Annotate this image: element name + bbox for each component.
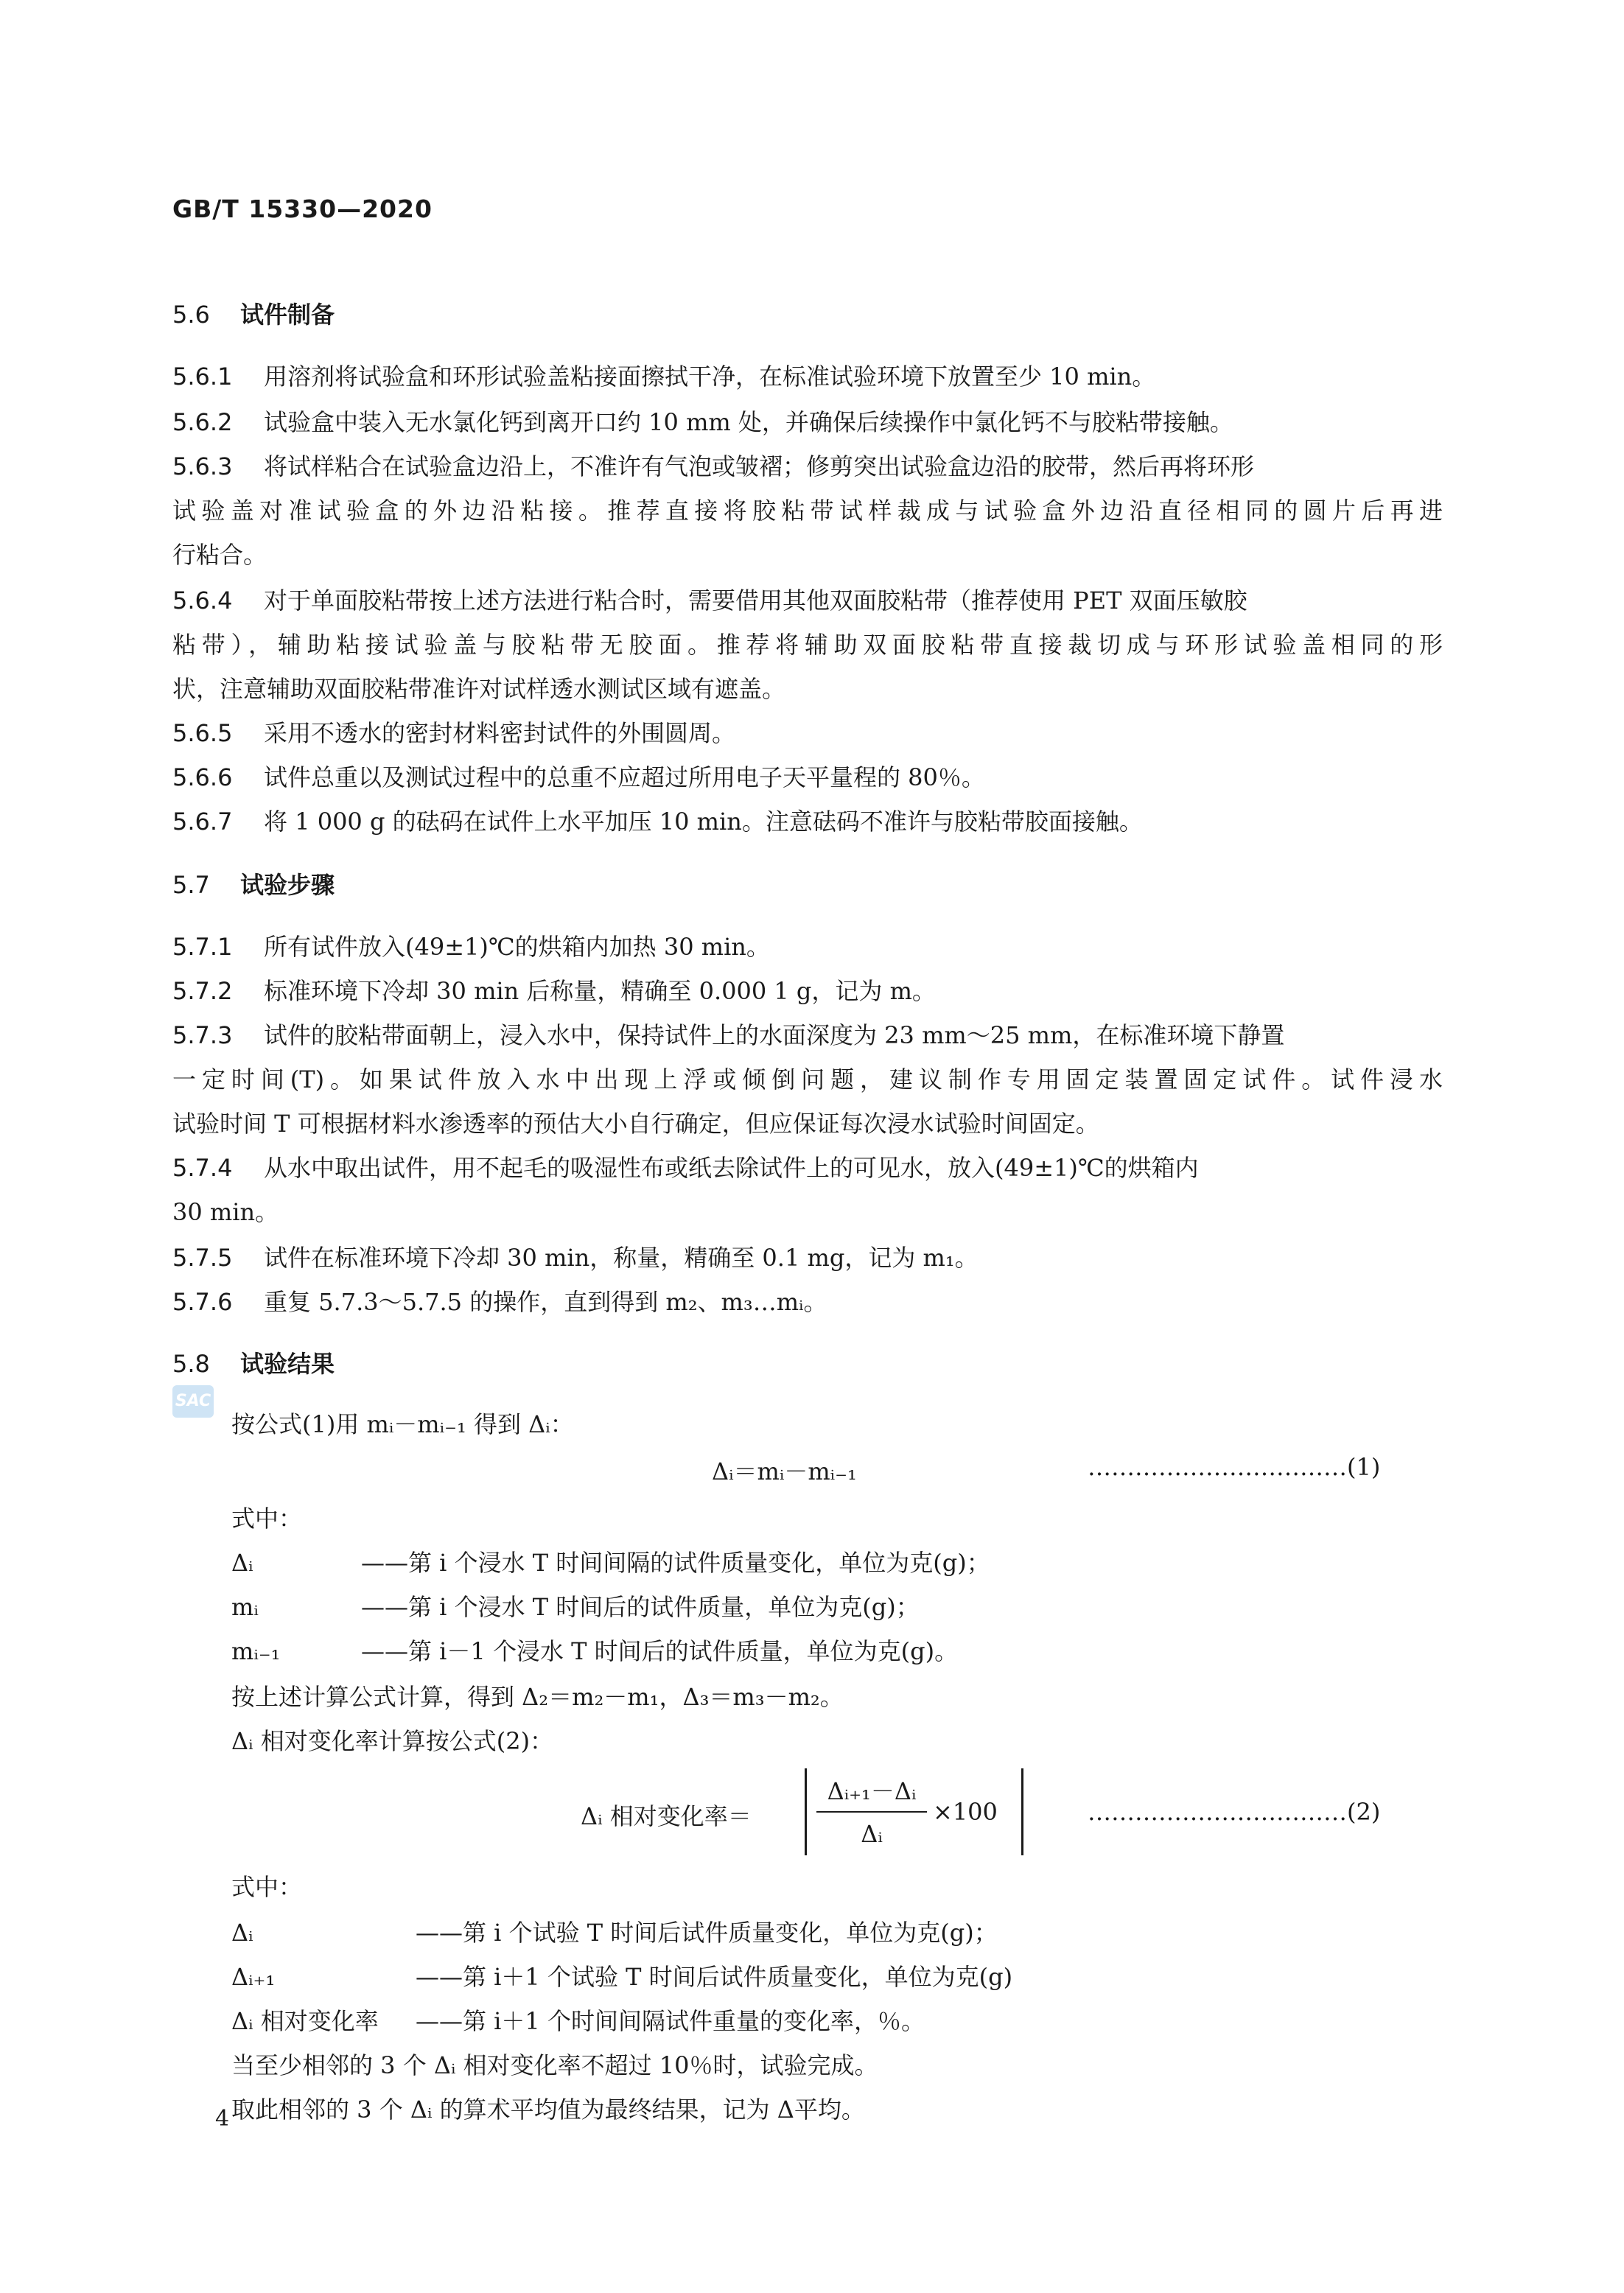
definition-row — [231, 2003, 925, 2037]
section-heading-5-6 — [172, 296, 335, 330]
clause-text-line: 从水中取出试件，用不起毛的吸湿性布或纸去除试件上的可见水，放入(49±1)℃的烘箱内 — [264, 1154, 1199, 1182]
fraction-line — [816, 1811, 927, 1813]
definition-symbol: Δᵢ 相对变化率 — [231, 2007, 379, 2035]
final-result: 取此相邻的 3 个 Δᵢ 的算术平均值为最终结果，记为 Δ平均。 — [231, 2096, 865, 2124]
clause-text: 标准环境下冷却 30 min 后称量，精确至 0.000 1 g，记为 m。 — [264, 977, 936, 1005]
definition-row — [231, 1914, 998, 1948]
clause-text: 重复 5.7.3～5.7.5 的操作，直到得到 m₂、m₃…mᵢ。 — [264, 1288, 827, 1316]
clause-5-7-4-line-2: 30 min。 — [172, 1198, 279, 1226]
section-heading-5-8 — [172, 1345, 335, 1379]
clause-number: 5.6.5 — [172, 719, 233, 747]
formula-2-multiplier: ×100 — [933, 1798, 998, 1826]
definition-text: ——第 i＋1 个试验 T 时间后试件质量变化，单位为克(g) — [416, 1963, 1013, 1991]
definition-row — [231, 1544, 990, 1578]
formula-2-lhs: Δᵢ 相对变化率＝ — [581, 1802, 752, 1830]
section-number: 5.8 — [172, 1350, 210, 1378]
section-title: 试件制备 — [240, 301, 335, 329]
result-intro: 按公式(1)用 mᵢ－mᵢ₋₁ 得到 Δᵢ： — [231, 1410, 574, 1438]
formula-1-number: ……………………………(1) — [1088, 1453, 1381, 1481]
definition-symbol: mᵢ₋₁ — [231, 1637, 281, 1665]
clause-5-6-1 — [172, 358, 1155, 392]
formula-2-denominator: Δᵢ — [861, 1820, 883, 1848]
clause-5-6-6 — [172, 759, 985, 793]
clause-5-7-6 — [172, 1284, 827, 1317]
definition-row — [231, 1589, 920, 1622]
clause-number: 5.6.6 — [172, 763, 233, 791]
clause-number: 5.6.4 — [172, 587, 233, 615]
clause-number: 5.6.2 — [172, 408, 233, 436]
absolute-bar-left — [805, 1768, 807, 1855]
definition-text: ——第 i＋1 个时间间隔试件重量的变化率，％。 — [416, 2007, 925, 2035]
definition-row — [231, 1958, 1012, 1992]
clause-text-line: 试件的胶粘带面朝上，浸入水中，保持试件上的水面深度为 23 mm～25 mm，在标准环境下静置 — [264, 1021, 1285, 1049]
clause-5-7-4 — [172, 1149, 1199, 1183]
clause-text: 试件总重以及测试过程中的总重不应超过所用电子天平量程的 80％。 — [264, 763, 985, 791]
clause-number: 5.7.2 — [172, 977, 233, 1005]
clause-number: 5.6.3 — [172, 452, 233, 480]
clause-text: 试件在标准环境下冷却 30 min，称量，精确至 0.1 mg，记为 m₁。 — [264, 1244, 979, 1272]
clause-text: 用溶剂将试验盒和环形试验盖粘接面擦拭干净，在标准试验环境下放置至少 10 min。 — [264, 363, 1156, 391]
formula-2-intro: Δᵢ 相对变化率计算按公式(2)： — [231, 1727, 554, 1755]
definition-text: ——第 i 个浸水 T 时间间隔的试件质量变化，单位为克(g)； — [361, 1549, 990, 1577]
definition-symbol: Δᵢ — [231, 1549, 253, 1577]
clause-text: 将 1 000 g 的砝码在试件上水平加压 10 min。注意砝码不准许与胶粘带胶面接触。 — [264, 808, 1143, 836]
page-number: 4 — [215, 2106, 230, 2132]
clause-number: 5.7.5 — [172, 1244, 233, 1272]
section-number: 5.7 — [172, 871, 210, 899]
clause-number: 5.7.4 — [172, 1154, 233, 1182]
clause-text-line: 对于单面胶粘带按上述方法进行粘合时，需要借用其他双面胶粘带（推荐使用 PET 双面压敏胶 — [264, 587, 1247, 615]
formula-1: Δᵢ＝mᵢ－mᵢ₋₁ — [712, 1457, 857, 1485]
clause-number: 5.6.7 — [172, 808, 233, 836]
clause-5-6-3 — [172, 448, 1254, 482]
clause-5-7-3 — [172, 1017, 1284, 1051]
clause-number: 5.7.1 — [172, 933, 233, 961]
clause-5-7-2 — [172, 973, 936, 1007]
definition-text: ——第 i－1 个浸水 T 时间后的试件质量，单位为克(g)。 — [361, 1637, 959, 1665]
section-title: 试验结果 — [240, 1350, 335, 1378]
sac-logo-watermark: SAC — [172, 1385, 214, 1418]
formula-2-number: ……………………………(2) — [1088, 1798, 1381, 1826]
definition-text: ——第 i 个试验 T 时间后试件质量变化，单位为克(g)； — [416, 1919, 998, 1947]
clause-number: 5.7.6 — [172, 1288, 233, 1316]
clause-5-6-4-line-2: 粘带），辅助粘接试验盖与胶粘带无胶面。推荐将辅助双面胶粘带直接裁切成与环形试验盖相同的形 — [172, 631, 1443, 659]
standard-number: GB/T 15330—2020 — [172, 195, 433, 223]
section-title: 试验步骤 — [240, 871, 335, 899]
clause-5-6-5 — [172, 715, 735, 749]
clause-5-7-5 — [172, 1239, 979, 1273]
where-label-2: 式中： — [231, 1873, 303, 1901]
definition-symbol: mᵢ — [231, 1593, 259, 1621]
definition-row — [231, 1633, 958, 1667]
clause-5-6-3-line-2: 试验盖对准试验盒的外边沿粘接。推荐直接将胶粘带试样裁成与试验盒外边沿直径相同的圆片后再进 — [172, 497, 1443, 525]
completion-criterion: 当至少相邻的 3 个 Δᵢ 相对变化率不超过 10％时，试验完成。 — [231, 2051, 878, 2079]
absolute-bar-right — [1021, 1768, 1023, 1855]
clause-5-6-3-line-3: 行粘合。 — [172, 541, 267, 569]
clause-5-7-3-line-2: 一定时间(T)。如果试件放入水中出现上浮或倾倒问题，建议制作专用固定装置固定试件。试件浸水 — [172, 1065, 1443, 1093]
clause-text: 试验盒中装入无水氯化钙到离开口约 10 mm 处，并确保后续操作中氯化钙不与胶粘带接触。 — [264, 408, 1233, 436]
section-number: 5.6 — [172, 301, 210, 329]
clause-number: 5.7.3 — [172, 1021, 233, 1049]
clause-5-6-2 — [172, 404, 1233, 438]
definition-symbol: Δᵢ₊₁ — [231, 1963, 276, 1991]
clause-text-line: 将试样粘合在试验盒边沿上，不准许有气泡或皱褶；修剪突出试验盒边沿的胶带，然后再将环形 — [264, 452, 1255, 480]
clause-text: 所有试件放入(49±1)℃的烘箱内加热 30 min。 — [264, 933, 770, 961]
formula-2-numerator: Δᵢ₊₁－Δᵢ — [827, 1777, 917, 1805]
clause-5-6-4 — [172, 582, 1247, 616]
clause-text: 采用不透水的密封材料密封试件的外围圆周。 — [264, 719, 736, 747]
clause-5-7-3-line-3: 试验时间 T 可根据材料水渗透率的预估大小自行确定，但应保证每次浸水试验时间固定。 — [172, 1110, 1099, 1138]
clause-5-6-7 — [172, 803, 1143, 837]
where-label-1: 式中： — [231, 1505, 303, 1533]
definition-symbol: Δᵢ — [231, 1919, 253, 1947]
clause-5-7-1 — [172, 928, 770, 962]
section-heading-5-7 — [172, 867, 335, 900]
calculation-line: 按上述计算公式计算，得到 Δ₂＝m₂－m₁，Δ₃＝m₃－m₂。 — [231, 1683, 844, 1711]
clause-number: 5.6.1 — [172, 363, 233, 391]
clause-5-6-4-line-3: 状，注意辅助双面胶粘带准许对试样透水测试区域有遮盖。 — [172, 675, 786, 703]
definition-text: ——第 i 个浸水 T 时间后的试件质量，单位为克(g)； — [361, 1593, 920, 1621]
